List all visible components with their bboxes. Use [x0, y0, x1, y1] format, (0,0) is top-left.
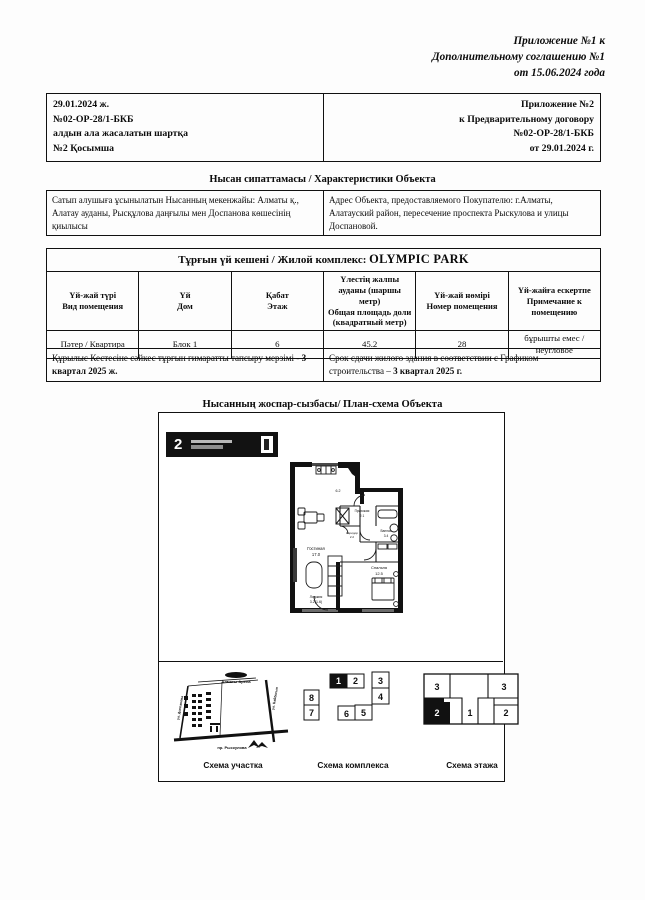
site-street-bottom-label: пр. Рыскулова	[217, 745, 247, 750]
contract-ru-line-3: №02-ОР-28/1-БКБ	[513, 128, 594, 140]
cell-type: Пәтер / Квартира	[47, 331, 139, 359]
contract-kz-line-3: алдын ала жасалатын шартқа	[53, 128, 189, 140]
room-label-bathroom-name: Ванная	[380, 529, 392, 533]
delivery-term-kz-prefix: Құрылыс Кестесіне сәйкес тұрғын ғимаратты тапсыру мерзімі -	[52, 353, 302, 363]
contract-ru-line-1: Приложение №2	[520, 99, 594, 110]
column-header-house	[139, 271, 231, 330]
contract-kz-line-1: 29.01.2024 ж.	[53, 99, 110, 110]
complex-block-4: 4	[377, 692, 384, 702]
contract-kz-line-4: №2 Қосымша	[53, 143, 115, 155]
room-label-hall-name: Прихожая	[354, 509, 370, 513]
cell-note: бұрышты емес / неугловое	[508, 331, 600, 359]
complex-block-2: 2	[352, 676, 359, 686]
column-header-floor-ru: Этаж	[267, 301, 288, 312]
delivery-term-kz-value: 3 квартал 2025 ж.	[52, 353, 307, 377]
floor-unit-3-left: 3	[434, 682, 440, 692]
characteristics-table	[46, 190, 601, 236]
room-label-bedroom-area: 12.5	[375, 571, 383, 576]
floor-unit-1: 1	[467, 708, 473, 718]
plan-badge	[166, 432, 278, 457]
residential-complex-table	[46, 248, 601, 359]
room-label-kitchen: 6.2	[335, 489, 341, 493]
room-label-loggia-area: 3.2(1.6)	[309, 600, 323, 604]
site-scheme-caption: Схема участка	[203, 760, 263, 770]
contract-ru-line-4: от 29.01.2024 г.	[529, 143, 594, 155]
complex-scheme-caption: Схема комплекса	[317, 760, 389, 770]
floor-unit-2-right: 2	[503, 708, 509, 718]
contract-kz-line-2: №02-ОР-28/1-БКБ	[53, 113, 134, 125]
column-header-type-ru: Вид помещения	[62, 301, 124, 312]
room-label-bathroom-area: 3.4	[383, 534, 389, 538]
apartment-floor-plan	[276, 452, 416, 622]
contract-reference-table	[46, 93, 601, 162]
plan-scheme-title: Нысанның жоспар-сызбасы/ План-схема Объекта	[202, 399, 443, 410]
room-label-corridor-area: 2.2	[349, 535, 355, 539]
complex-caption-prefix: Тұрғын үй кешені / Жилой комплекс:	[178, 254, 370, 266]
column-header-number-ru: Номер помещения	[426, 301, 498, 312]
characteristics-kz-cell: Сатып алушыға ұсынылатын Нысанның мекенжайы: Алматы қ., Алатау ауданы, Рысқұлова даңғылы мен Доспанова көшесінің қиылысы	[47, 191, 324, 236]
room-label-hall-area: 2.1	[359, 514, 365, 518]
floor-scheme-diagram	[420, 668, 525, 758]
column-header-type-kz: Үй-жай түрі	[69, 290, 117, 301]
column-header-floor	[231, 271, 323, 330]
appendix-header-line-3: от 15.06.2024 года	[514, 67, 605, 80]
plan-badge-number: 2	[174, 436, 183, 453]
contract-ru-line-2: к Предварительному договору	[459, 113, 594, 125]
complex-caption	[47, 249, 601, 272]
room-label-corridor-name: Коридор	[346, 531, 358, 535]
cell-house: Блок 1	[139, 331, 231, 359]
site-street-right-label: ул. Байбосын	[271, 686, 280, 711]
floor-scheme-caption: Схема этажа	[446, 760, 498, 770]
complex-scheme-diagram	[300, 668, 410, 758]
cell-area: 45.2	[323, 331, 415, 359]
column-header-area-ru: Общая площадь доли (квадратный метр)	[327, 306, 412, 328]
complex-block-3: 3	[377, 676, 384, 686]
room-label-living-area: 17.0	[311, 552, 321, 557]
appendix-header-line-2: Дополнительному соглашению №1	[432, 51, 605, 64]
cell-number: 28	[416, 331, 508, 359]
complex-block-5: 5	[360, 708, 367, 718]
contract-reference-ru-cell	[324, 94, 601, 162]
appendix-header-line-1: Приложение №1 к	[513, 35, 605, 47]
column-header-note-kz: Үй-жайға ескертпе	[517, 284, 591, 295]
characteristics-title: Нысан сипаттамасы / Характеристики Объекта	[209, 174, 436, 185]
complex-block-6: 6	[343, 709, 350, 719]
delivery-term-ru-prefix: Срок сдачи жилого здания в соответствии с Графиком строительства –	[329, 353, 539, 377]
column-header-type	[47, 271, 139, 330]
room-label-loggia-name: Лоджия	[309, 595, 323, 599]
column-header-note-ru: Примечание к помещению	[526, 295, 582, 317]
column-header-number	[416, 271, 508, 330]
column-header-note	[508, 271, 600, 330]
column-header-house-kz: Үй	[179, 290, 191, 301]
complex-block-7: 7	[308, 708, 315, 718]
room-label-bedroom-name: Спальня	[370, 565, 388, 570]
column-header-house-ru: Дом	[177, 301, 193, 312]
complex-block-8: 8	[308, 693, 315, 703]
plan-badge-tag-icon	[261, 436, 273, 453]
column-header-area-kz: Үлестің жалпы ауданы (шаршы метр)	[338, 273, 401, 306]
complex-block-1: 1	[335, 676, 342, 686]
column-header-area	[323, 271, 415, 330]
characteristics-ru-cell: Адрес Объекта, предоставляемого Покупателю: г.Алматы, Алатауский район, пересечение проспекта Рыскулова и улицы Доспановой.	[324, 191, 601, 236]
delivery-term-kz-cell	[47, 349, 324, 382]
site-landmark-label: Алматы Арена	[221, 679, 251, 684]
floor-unit-2-selected: 2	[434, 708, 440, 718]
appendix-header	[300, 33, 605, 82]
delivery-term-ru-cell	[324, 349, 601, 382]
site-scheme-diagram	[170, 668, 295, 758]
plan-badge-text	[189, 440, 261, 449]
delivery-term-table	[46, 348, 601, 382]
room-label-living-name: Гостиная	[307, 546, 325, 551]
column-header-number-kz: Үй-жай нөмірі	[434, 290, 490, 301]
cell-floor: 6	[231, 331, 323, 359]
contract-reference-kz-cell	[47, 94, 324, 162]
complex-brand-name: OLYMPIC PARK	[369, 252, 469, 266]
delivery-term-ru-value: 3 квартал 2025 г.	[393, 366, 462, 377]
column-header-floor-kz: Қабат	[265, 290, 289, 301]
floor-unit-3-right: 3	[501, 682, 507, 692]
plan-scheme-divider	[158, 661, 503, 662]
site-street-left-label: ул. Доспанова	[176, 695, 185, 721]
